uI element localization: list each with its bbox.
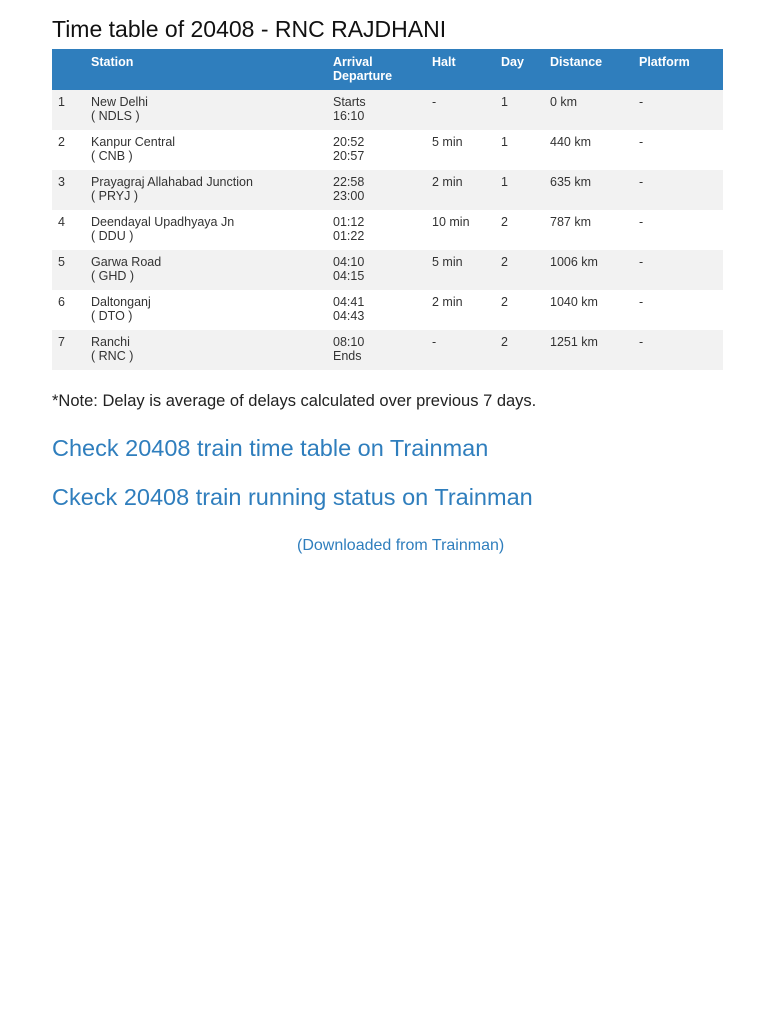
departure-time: 04:15 <box>333 269 365 283</box>
arrival-time: 01:12 <box>333 215 365 229</box>
distance-cell: 787 km <box>550 215 591 229</box>
time-cell <box>333 170 432 210</box>
station-code: ( PRYJ ) <box>91 189 138 203</box>
running-status-link[interactable]: Ckeck 20408 train running status on Trainman <box>52 484 533 510</box>
halt-cell: - <box>432 335 437 349</box>
halt-cell: 5 min <box>432 255 463 269</box>
row-number: 6 <box>58 295 65 309</box>
station-code: ( RNC ) <box>91 349 134 363</box>
day-cell: 2 <box>501 295 508 309</box>
station-name: Prayagraj Allahabad Junction <box>91 175 253 189</box>
timetable-body <box>52 90 723 370</box>
day-cell: 1 <box>501 175 508 189</box>
departure-time: 04:43 <box>333 309 365 323</box>
table-row <box>52 130 723 170</box>
departure-time: 23:00 <box>333 189 365 203</box>
table-row <box>52 250 723 290</box>
header-day: Day <box>501 55 524 69</box>
station-cell <box>91 90 333 130</box>
departure-time: 16:10 <box>333 109 365 123</box>
day-cell: 2 <box>501 255 508 269</box>
day-cell: 2 <box>501 335 508 349</box>
station-cell <box>91 250 333 290</box>
arrival-time: Starts <box>333 95 366 109</box>
table-row <box>52 170 723 210</box>
distance-cell: 635 km <box>550 175 591 189</box>
row-number: 3 <box>58 175 65 189</box>
time-cell <box>333 210 432 250</box>
row-number: 4 <box>58 215 65 229</box>
distance-cell: 0 km <box>550 95 578 109</box>
distance-cell: 1006 km <box>550 255 598 269</box>
halt-cell: 2 min <box>432 175 463 189</box>
station-cell <box>91 330 333 370</box>
station-name: Deendayal Upadhyaya Jn <box>91 215 235 229</box>
table-row <box>52 90 723 130</box>
row-number: 1 <box>58 95 65 109</box>
station-cell <box>91 170 333 210</box>
platform-cell: - <box>639 295 644 309</box>
header-row <box>52 49 723 90</box>
header-number <box>52 49 91 90</box>
station-cell <box>91 290 333 330</box>
platform-cell: - <box>639 215 644 229</box>
station-code: ( GHD ) <box>91 269 135 283</box>
arrival-time: 08:10 <box>333 335 365 349</box>
platform-cell: - <box>639 335 644 349</box>
departure-time: 20:57 <box>333 149 365 163</box>
page-title: Time table of 20408 - RNC RAJDHANI <box>52 16 447 42</box>
station-name: Kanpur Central <box>91 135 176 149</box>
timetable-header <box>52 49 723 90</box>
table-row <box>52 210 723 250</box>
halt-cell: - <box>432 95 437 109</box>
platform-cell: - <box>639 95 644 109</box>
page <box>52 0 717 556</box>
header-distance: Distance <box>550 55 603 69</box>
header-platform: Platform <box>639 55 690 69</box>
halt-cell: 2 min <box>432 295 463 309</box>
halt-cell: 5 min <box>432 135 463 149</box>
platform-cell: - <box>639 135 644 149</box>
arrival-time: 22:58 <box>333 175 365 189</box>
table-row <box>52 330 723 370</box>
time-cell <box>333 290 432 330</box>
time-cell <box>333 130 432 170</box>
distance-cell: 440 km <box>550 135 591 149</box>
platform-cell: - <box>639 175 644 189</box>
time-cell <box>333 90 432 130</box>
timetable-link[interactable]: Check 20408 train time table on Trainman <box>52 435 489 461</box>
time-cell <box>333 330 432 370</box>
day-cell: 1 <box>501 95 508 109</box>
distance-cell: 1251 km <box>550 335 598 349</box>
row-number: 7 <box>58 335 65 349</box>
station-cell <box>91 210 333 250</box>
day-cell: 2 <box>501 215 508 229</box>
station-code: ( DDU ) <box>91 229 134 243</box>
station-name: Garwa Road <box>91 255 162 269</box>
header-departure: Departure <box>333 69 393 83</box>
station-code: ( DTO ) <box>91 309 133 323</box>
departure-time: 01:22 <box>333 229 365 243</box>
row-number: 2 <box>58 135 65 149</box>
row-number: 5 <box>58 255 65 269</box>
station-name: Daltonganj <box>91 295 151 309</box>
header-arrival-departure <box>333 49 432 90</box>
arrival-time: 04:10 <box>333 255 365 269</box>
halt-cell: 10 min <box>432 215 470 229</box>
station-cell <box>91 130 333 170</box>
day-cell: 1 <box>501 135 508 149</box>
departure-time: Ends <box>333 349 362 363</box>
platform-cell: - <box>639 255 644 269</box>
table-row <box>52 290 723 330</box>
header-arrival: Arrival <box>333 55 373 69</box>
delay-note: *Note: Delay is average of delays calculated over previous 7 days. <box>52 392 537 410</box>
header-halt: Halt <box>432 55 456 69</box>
time-cell <box>333 250 432 290</box>
station-code: ( CNB ) <box>91 149 133 163</box>
arrival-time: 20:52 <box>333 135 365 149</box>
arrival-time: 04:41 <box>333 295 365 309</box>
station-name: New Delhi <box>91 95 148 109</box>
header-station: Station <box>91 55 134 69</box>
downloaded-from-link[interactable]: (Downloaded from Trainman) <box>297 537 505 554</box>
station-name: Ranchi <box>91 335 130 349</box>
timetable <box>52 49 723 370</box>
station-code: ( NDLS ) <box>91 109 140 123</box>
distance-cell: 1040 km <box>550 295 598 309</box>
